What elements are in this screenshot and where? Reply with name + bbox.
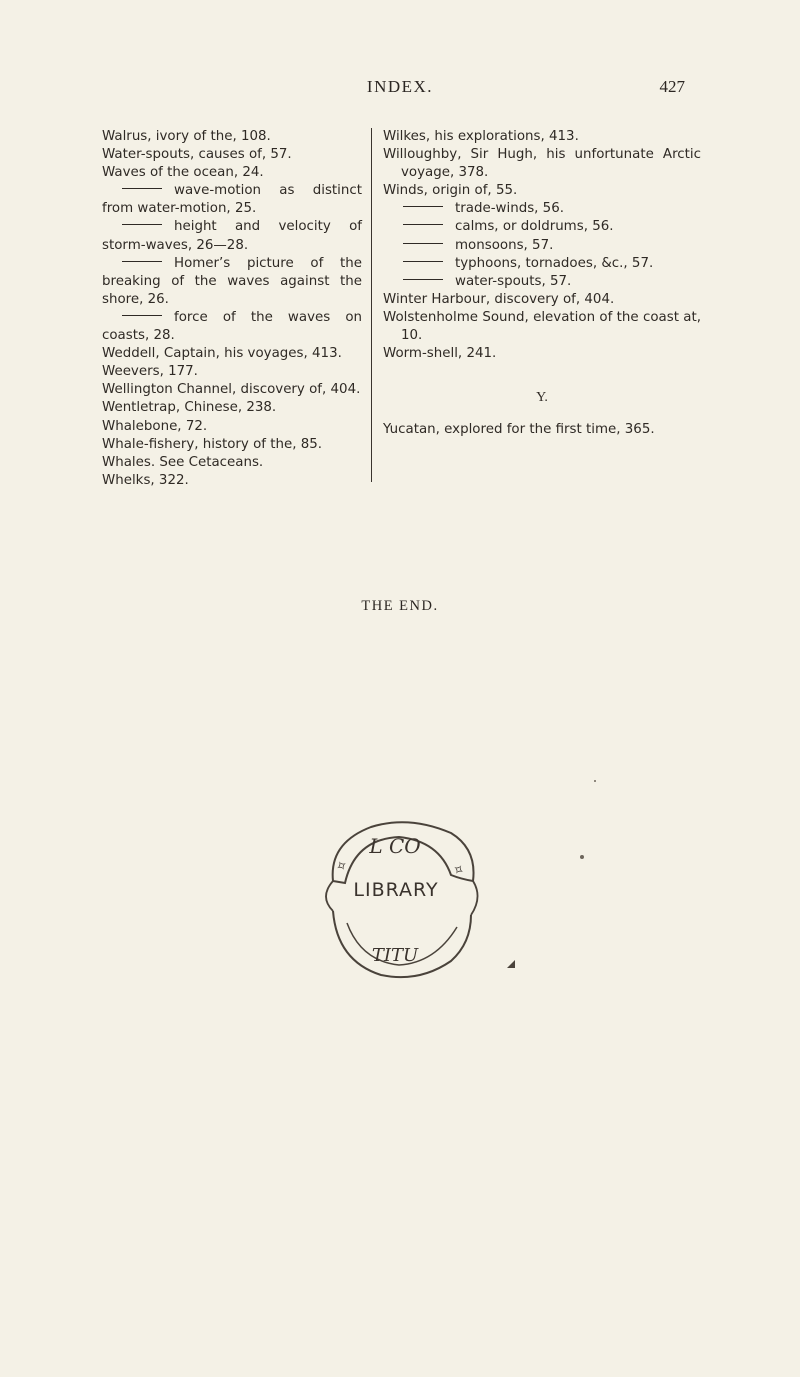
stamp-library-label: LIBRARY bbox=[353, 879, 439, 901]
column-divider bbox=[371, 128, 372, 482]
index-entry: Weevers, 177. bbox=[102, 364, 198, 380]
index-entry: Willoughby, Sir Hugh, his unfortunate Arctic voyage, 378. bbox=[383, 147, 701, 181]
index-entry: Wellington Channel, discovery of, 404. bbox=[102, 382, 361, 398]
index-subentry: calms, or doldrums, 56. bbox=[383, 218, 701, 236]
index-entry: Whalebone, 72. bbox=[102, 418, 208, 434]
speck bbox=[580, 855, 584, 859]
em-dash-rule bbox=[403, 279, 443, 280]
index-subentry: water-spouts, 57. bbox=[383, 273, 701, 291]
section-letter-heading: Y. bbox=[536, 390, 548, 406]
index-entry: Water-spouts, causes of, 57. bbox=[102, 147, 292, 163]
index-entry: Wentletrap, Chinese, 238. bbox=[102, 400, 277, 416]
em-dash-rule bbox=[122, 224, 162, 225]
em-dash-rule bbox=[403, 206, 443, 207]
index-entry: Wolstenholme Sound, elevation of the coast at, 10. bbox=[383, 309, 701, 344]
page-title: INDEX. bbox=[366, 77, 434, 96]
index-entry: Whelks, 322. bbox=[102, 472, 189, 488]
index-entry: Walrus, ivory of the, 108. bbox=[102, 129, 271, 144]
em-dash-rule bbox=[403, 261, 443, 262]
index-column-left bbox=[102, 128, 362, 490]
index-entry: Worm-shell, 241. bbox=[383, 346, 497, 362]
index-column-right bbox=[383, 128, 701, 439]
running-head bbox=[0, 77, 800, 101]
index-subentry: height and velocity of storm-waves, 26—28. bbox=[102, 219, 362, 253]
index-subentry: wave-motion as distinct from water-motion, 25. bbox=[102, 183, 362, 217]
library-stamp bbox=[311, 811, 481, 991]
index-entry: Yucatan, explored for the first time, 365. bbox=[383, 422, 655, 438]
em-dash-rule bbox=[122, 315, 162, 316]
ink-mark bbox=[506, 954, 516, 964]
svg-text:TITU: TITU bbox=[371, 945, 419, 966]
index-subentry: Homer’s picture of the breaking of the waves against the shore, 26. bbox=[102, 255, 362, 307]
library-stamp-seal-icon bbox=[311, 811, 481, 991]
index-subentry: typhoons, tornadoes, &c., 57. bbox=[383, 255, 701, 273]
svg-text:L CO: L CO bbox=[369, 834, 421, 858]
index-entry: Waves of the ocean, 24. bbox=[102, 165, 264, 181]
index-subentry: trade-winds, 56. bbox=[383, 200, 701, 218]
svg-text:✧: ✧ bbox=[449, 860, 468, 881]
em-dash-rule bbox=[122, 261, 162, 262]
index-entry: Whale-fishery, history of the, 85. bbox=[102, 436, 323, 452]
index-entry: Winds, origin of, 55. bbox=[383, 183, 518, 199]
index-entry: Wilkes, his explorations, 413. bbox=[383, 129, 579, 144]
em-dash-rule bbox=[403, 243, 443, 244]
index-subentry: force of the waves on coasts, 28. bbox=[102, 309, 362, 344]
the-end-text: THE END. bbox=[361, 598, 439, 614]
index-entry: Winter Harbour, discovery of, 404. bbox=[383, 291, 615, 307]
index-entry: Whales. See Cetaceans. bbox=[102, 454, 264, 470]
index-entry: Weddell, Captain, his voyages, 413. bbox=[102, 346, 342, 362]
speck bbox=[594, 780, 596, 782]
page-number: 427 bbox=[659, 77, 685, 96]
index-subentry: monsoons, 57. bbox=[383, 237, 701, 255]
em-dash-rule bbox=[403, 224, 443, 225]
svg-text:✧: ✧ bbox=[333, 856, 352, 877]
em-dash-rule bbox=[122, 188, 162, 189]
